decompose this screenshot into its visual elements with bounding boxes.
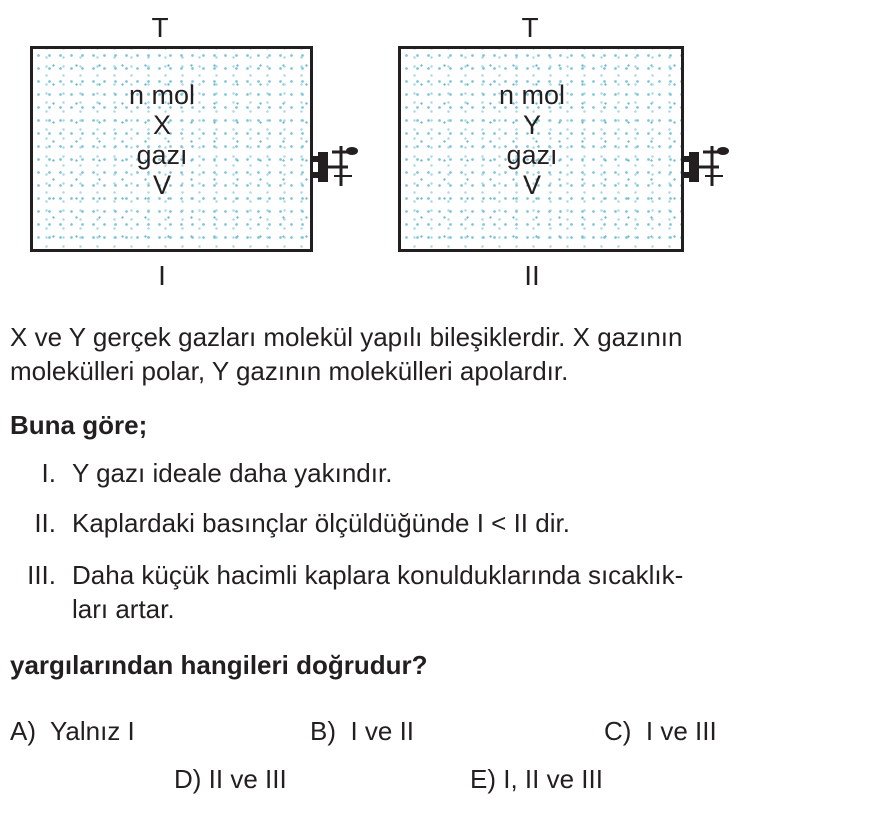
option-e-text: I, II ve III	[503, 764, 603, 794]
statement-2-number: II.	[34, 508, 56, 538]
statement-1-text: Y gazı ideale daha yakındır.	[72, 458, 393, 488]
valve-2-icon	[681, 142, 733, 190]
container-2-roman-label: II	[524, 260, 540, 291]
option-e-letter: E)	[470, 764, 496, 794]
option-d-text: II ve III	[208, 764, 287, 794]
option-c-letter: C)	[604, 716, 632, 746]
option-c-text: I ve III	[645, 716, 717, 746]
option-d-letter: D)	[174, 764, 202, 794]
container-1-amount: n mol	[128, 80, 196, 110]
container-2-gas-word: gazı	[506, 140, 558, 170]
option-c[interactable]	[604, 716, 717, 746]
question-lead: Buna göre;	[10, 410, 148, 440]
statement-3-text-line-1: Daha küçük hacimli kaplara konulduklarında sıcaklık-	[72, 560, 684, 590]
statement-1-number: I.	[41, 458, 56, 488]
valve-1-icon	[310, 142, 362, 190]
container-1-gas-name: X	[152, 110, 171, 140]
option-a-letter: A)	[10, 716, 36, 746]
container-2-gas-name: Y	[522, 110, 541, 140]
option-b-text: I ve II	[350, 716, 415, 746]
option-e[interactable]	[470, 764, 603, 794]
statement-2-text: Kaplardaki basınçlar ölçüldüğünde I < II dir.	[72, 508, 570, 538]
container-2-amount: n mol	[498, 80, 566, 110]
container-1-volume: V	[152, 170, 171, 200]
option-a[interactable]	[10, 716, 135, 746]
container-1-gas-word: gazı	[136, 140, 188, 170]
option-b-letter: B)	[310, 716, 336, 746]
option-d[interactable]	[174, 764, 287, 794]
container-2-gas-label	[472, 80, 592, 200]
option-a-text: Yalnız I	[49, 716, 135, 746]
statement-3-number: III.	[27, 560, 56, 590]
container-1-gas-label	[102, 80, 222, 200]
question-paragraph	[10, 320, 870, 388]
option-b[interactable]	[310, 716, 414, 746]
container-2-volume: V	[522, 170, 541, 200]
paragraph-line-1: X ve Y gerçek gazları molekül yapılı bileşiklerdir. X gazının	[10, 322, 683, 352]
container-1-top-label: T	[151, 12, 169, 43]
paragraph-line-2: molekülleri polar, Y gazının molekülleri apolardır.	[10, 356, 569, 386]
container-2-top-label: T	[521, 12, 539, 43]
container-1-roman-label: I	[158, 260, 166, 291]
question-prompt: yargılarından hangileri doğrudur?	[10, 650, 428, 680]
statement-3-text-line-2: ları artar.	[72, 594, 175, 624]
